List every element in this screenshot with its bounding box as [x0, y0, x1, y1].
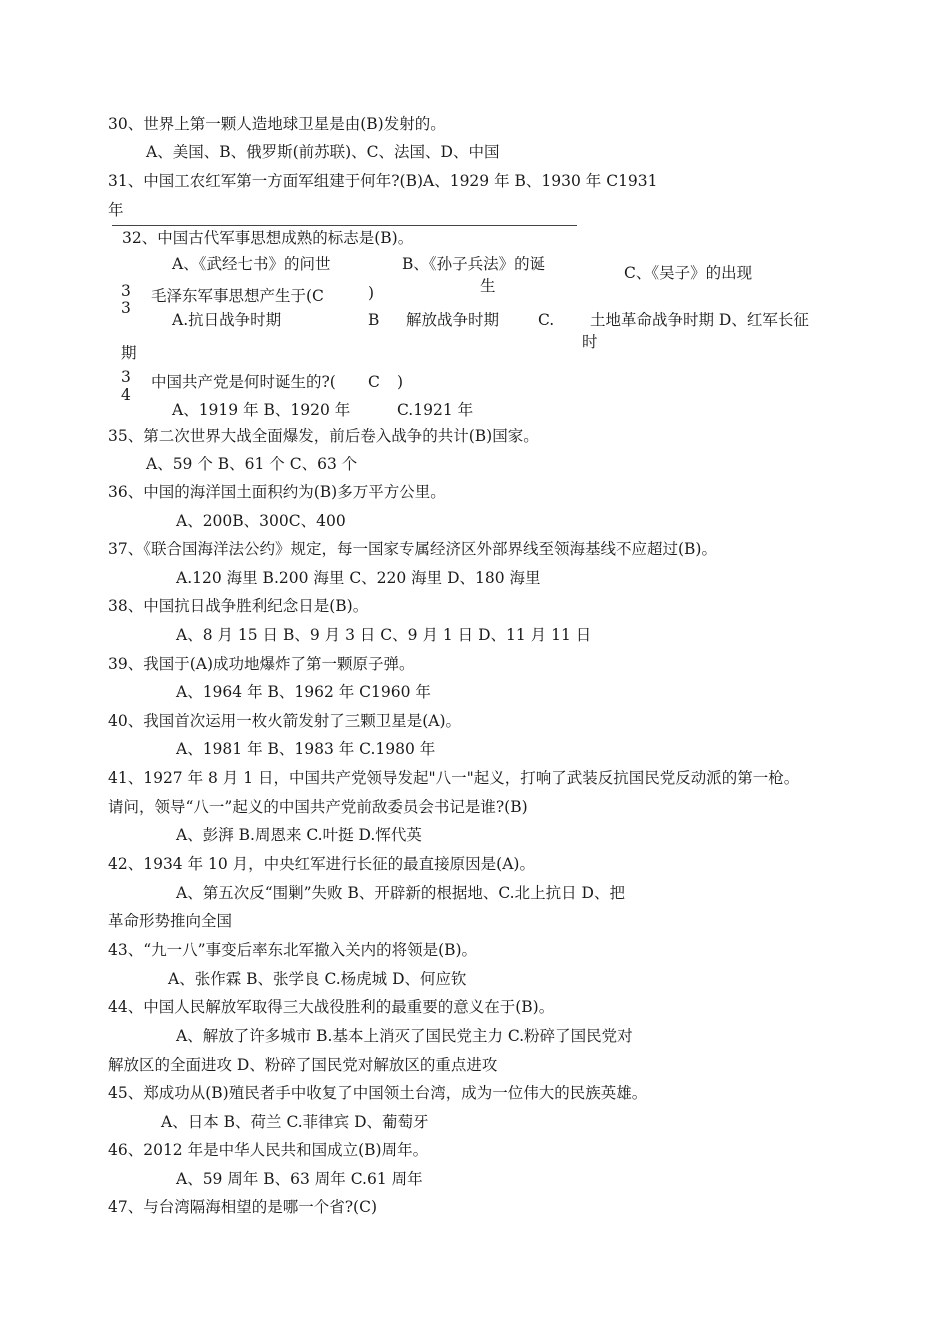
- q42-wrap: 革命形势推向全国: [108, 912, 233, 930]
- q46-options: A、59 周年 B、63 周年 C.61 周年: [176, 1170, 423, 1188]
- q41-stem-line2: 请问，领导“八一”起义的中国共产党前敌委员会书记是谁?(B): [108, 798, 528, 816]
- q33-option-c: 土地革命战争时期 D、红军长征: [590, 311, 809, 329]
- q33-number-top: 3: [121, 282, 131, 300]
- q31-stem: 31、中国工农红军第一方面军组建于何年?(B)A、1929 年 B、1930 年 C1931: [108, 172, 658, 190]
- q34-options-ab: A、1919 年 B、1920 年: [172, 401, 351, 419]
- q33-option-b: 解放战争时期: [406, 311, 500, 329]
- q36-stem: 36、中国的海洋国土面积约为(B)多万平方公里。: [108, 483, 446, 501]
- q31-wrap: 年: [108, 201, 124, 219]
- q33-stem-close: ): [368, 284, 375, 302]
- q41-options: A、彭湃 B.周恩来 C.叶挺 D.恽代英: [176, 826, 422, 844]
- q33-stem: 毛泽东军事思想产生于(C: [151, 287, 324, 305]
- q38-stem: 38、中国抗日战争胜利纪念日是(B)。: [108, 597, 369, 615]
- q42-stem: 42、1934 年 10 月，中央红军进行长征的最直接原因是(A)。: [108, 855, 535, 873]
- q44-wrap: 解放区的全面进攻 D、粉碎了国民党对解放区的重点进攻: [108, 1056, 498, 1074]
- divider-line: [112, 225, 577, 226]
- q33-option-c-letter: C.: [538, 311, 555, 329]
- q45-stem: 45、郑成功从(B)殖民者手中收复了中国领土台湾，成为一位伟大的民族英雄。: [108, 1084, 648, 1102]
- q43-stem: 43、“九一八”事变后率东北军撤入关内的将领是(B)。: [108, 941, 478, 959]
- q33-option-a: A.抗日战争时期: [172, 311, 282, 329]
- q37-options: A.120 海里 B.200 海里 C、220 海里 D、180 海里: [176, 569, 541, 587]
- q33-option-c-cut: 时: [582, 333, 598, 351]
- q34-answer: C: [368, 373, 380, 391]
- q36-options: A、200B、300C、400: [176, 512, 346, 530]
- q39-options: A、1964 年 B、1962 年 C1960 年: [176, 683, 431, 701]
- q32-stem: 32、中国古代军事思想成熟的标志是(B)。: [122, 229, 414, 247]
- q33-option-b-letter: B: [368, 311, 380, 329]
- q32-option-c: C、《吴子》的出现: [624, 264, 753, 282]
- q32-option-b: B、《孙子兵法》的诞: [402, 255, 546, 273]
- q34-close: ): [397, 373, 404, 391]
- q32-option-b-cut: 生: [480, 277, 496, 295]
- q39-stem: 39、我国于(A)成功地爆炸了第一颗原子弹。: [108, 655, 415, 673]
- q44-options: A、解放了许多城市 B.基本上消灭了国民党主力 C.粉碎了国民党对: [176, 1027, 633, 1045]
- q33-number-bottom: 3: [121, 299, 131, 317]
- q35-options: A、59 个 B、61 个 C、63 个: [146, 455, 358, 473]
- q32-option-a: A、《武经七书》的问世: [172, 255, 331, 273]
- q40-stem: 40、我国首次运用一枚火箭发射了三颗卫星是(A)。: [108, 712, 462, 730]
- q34-stem: 中国共产党是何时诞生的?(: [151, 373, 336, 391]
- q44-stem: 44、中国人民解放军取得三大战役胜利的最重要的意义在于(B)。: [108, 998, 555, 1016]
- q45-options: A、日本 B、荷兰 C.菲律宾 D、葡萄牙: [161, 1113, 429, 1131]
- q34-number-bottom: 4: [121, 386, 131, 404]
- q30-stem: 30、世界上第一颗人造地球卫星是由(B)发射的。: [108, 115, 446, 133]
- q37-stem: 37、《联合国海洋法公约》规定，每一国家专属经济区外部界线至领海基线不应超过(B)。: [108, 540, 717, 558]
- q43-options: A、张作霖 B、张学良 C.杨虎城 D、何应钦: [168, 970, 467, 988]
- q40-options: A、1981 年 B、1983 年 C.1980 年: [176, 740, 436, 758]
- q35-stem: 35、第二次世界大战全面爆发，前后卷入战争的共计(B)国家。: [108, 427, 539, 445]
- q47-stem: 47、与台湾隔海相望的是哪一个省?(C): [108, 1198, 377, 1216]
- q33-wrap: 期: [121, 344, 137, 362]
- q46-stem: 46、2012 年是中华人民共和国成立(B)周年。: [108, 1141, 429, 1159]
- q38-options: A、8 月 15 日 B、9 月 3 日 C、9 月 1 日 D、11 月 11 日: [176, 626, 592, 644]
- q42-options: A、第五次反“围剿”失败 B、开辟新的根据地、C.北上抗日 D、把: [176, 884, 625, 902]
- q34-option-c: C.1921 年: [397, 401, 474, 419]
- q41-stem: 41、1927 年 8 月 1 日，中国共产党领导发起"八一"起义，打响了武装反抗国民党反动派的第一枪。: [108, 769, 800, 787]
- q34-number-top: 3: [121, 368, 131, 386]
- q30-options: A、美国、B、俄罗斯(前苏联)、C、法国、D、中国: [146, 143, 500, 161]
